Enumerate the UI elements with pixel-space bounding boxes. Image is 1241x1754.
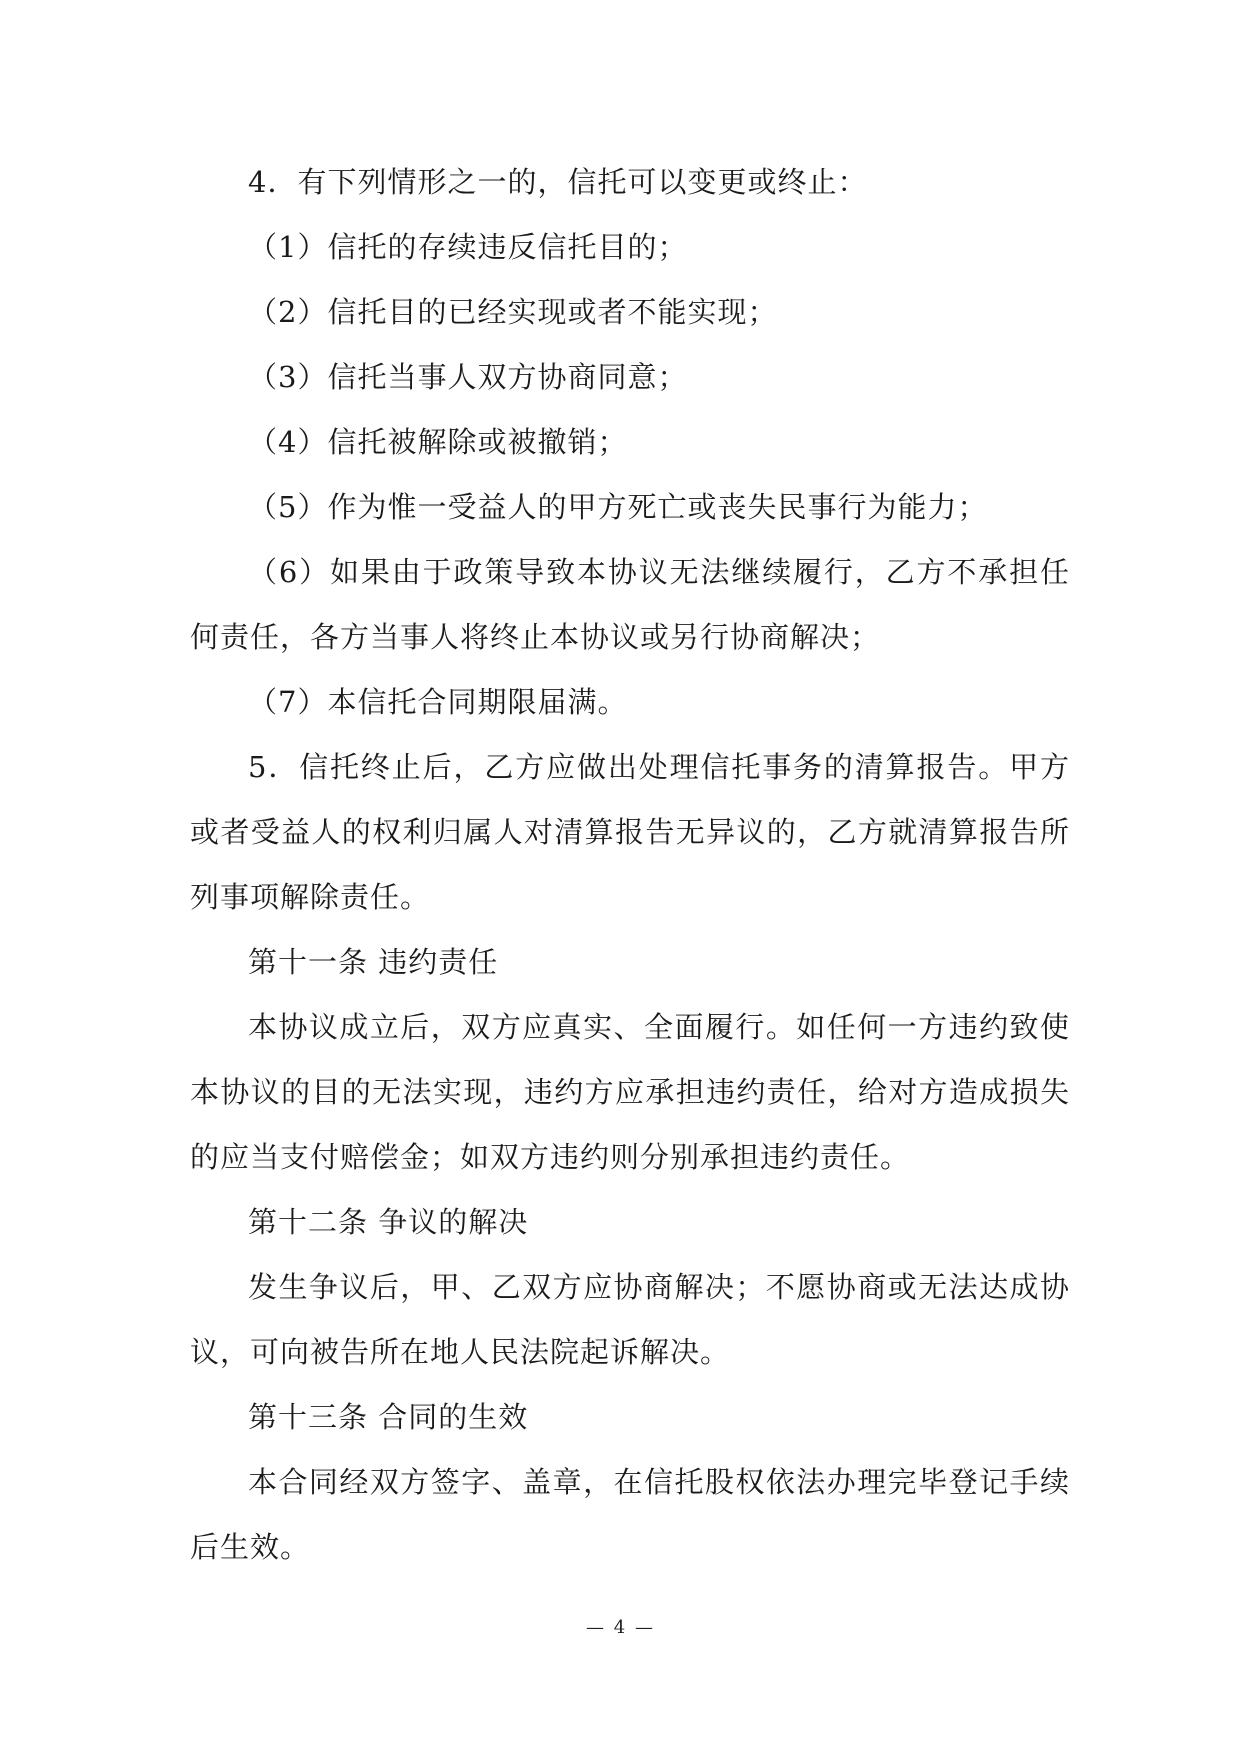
document-body [190, 150, 1070, 1580]
list-item-2: （2）信托目的已经实现或者不能实现； [248, 295, 778, 329]
paragraph-clause-4: 4．有下列情形之一的，信托可以变更或终止： [248, 165, 868, 199]
article-13-body: 本合同经双方签字、盖章，在信托股权依法办理完毕登记手续后生效。 [190, 1465, 1070, 1564]
list-item-5: （5）作为惟一受益人的甲方死亡或丧失民事行为能力； [248, 490, 988, 524]
article-12-heading: 第十二条 争议的解决 [248, 1205, 529, 1239]
list-item-1: （1）信托的存续违反信托目的； [248, 230, 688, 264]
article-13-heading: 第十三条 合同的生效 [248, 1400, 529, 1434]
article-12-body: 发生争议后，甲、乙双方应协商解决；不愿协商或无法达成协议，可向被告所在地人民法院起诉解决。 [190, 1270, 1070, 1369]
list-item-4: （4）信托被解除或被撤销； [248, 425, 628, 459]
list-item-3: （3）信托当事人双方协商同意； [248, 360, 688, 394]
article-11-heading: 第十一条 违约责任 [248, 945, 499, 979]
page-number: — 4 — [586, 1617, 655, 1638]
article-11-body: 本协议成立后，双方应真实、全面履行。如任何一方违约致使本协议的目的无法实现，违约方应承担违约责任，给对方造成损失的应当支付赔偿金；如双方违约则分别承担违约责任。 [190, 1010, 1070, 1174]
paragraph-clause-5: 5．信托终止后，乙方应做出处理信托事务的清算报告。甲方或者受益人的权利归属人对清算报告无异议的，乙方就清算报告所列事项解除责任。 [190, 750, 1070, 914]
list-item-6: （6）如果由于政策导致本协议无法继续履行，乙方不承担任何责任，各方当事人将终止本协议或另行协商解决； [190, 555, 1070, 654]
list-item-7: （7）本信托合同期限届满。 [248, 685, 628, 719]
